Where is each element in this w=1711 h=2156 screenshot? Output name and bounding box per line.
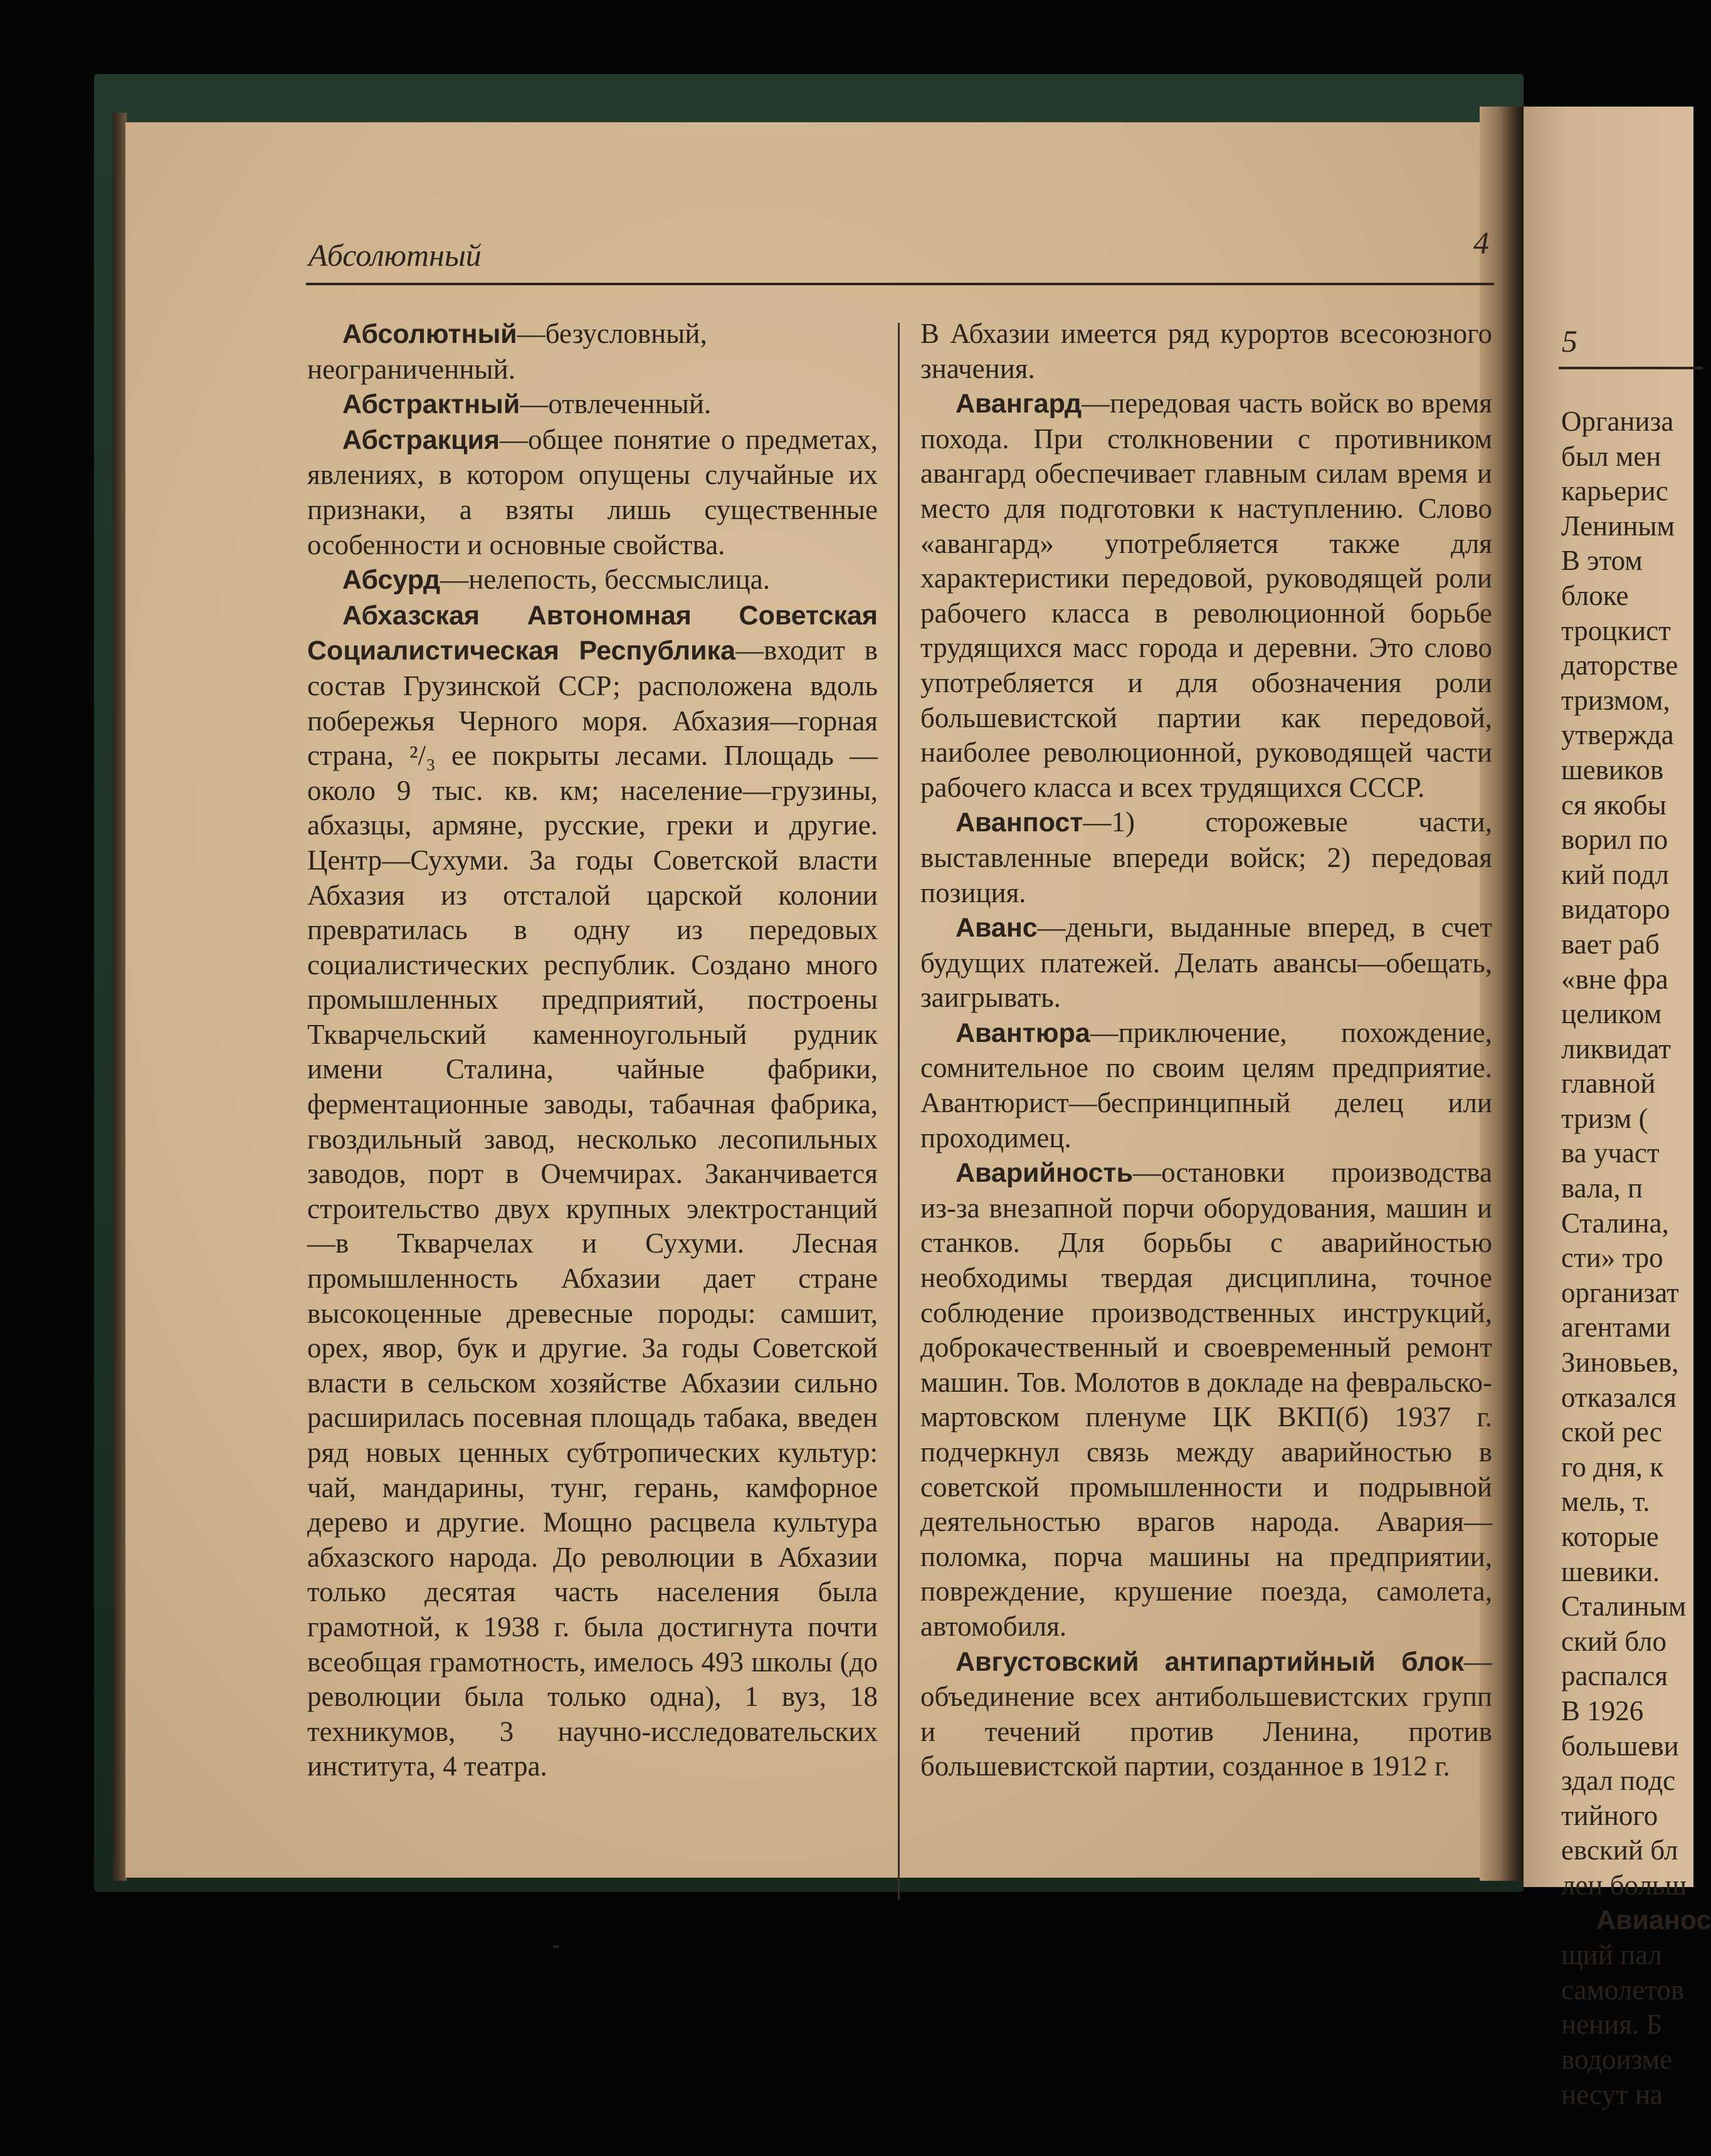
dictionary-entry — [307, 562, 878, 598]
text-line: здал подс — [1561, 1765, 1676, 1797]
header-rule-right — [1559, 367, 1703, 369]
text-line: водоизме — [1561, 2043, 1673, 2075]
entry-term: Абстракция — [342, 424, 500, 455]
text-line: В этом — [1561, 545, 1643, 577]
entry-definition: —входит в состав Грузинской ССР; расположена вдоль побережья Черного моря. Абхазия—горная страна, ²/₃ ее покрыты лесами. Площадь — около 9 тыс. кв. км; население—грузины, абхазцы, армяне, русские, греки и другие. Центр—Сухуми. За годы Советской власти Абхазия из отсталой царской колонии превратилась в одну из передовых социалистических республик. Создано много промышленных предприятий, построены Ткварчельский каменноугольный рудник имени Сталина, чайные фабрики, ферментационные заводы, табачная фабрика, гвоздильный завод, несколько лесопильных заводов, порт в Очемчирах. Заканчивается строительство двух крупных электростанций—в Ткварчелах и Сухуми. Лесная промышленность Абхазии дает стране высокоценные древесные породы: самшит, орех, явор, бук и другие. За годы Советской власти в сельском хозяйстве Абхазии сильно расширилась посевная площадь табака, введен ряд новых ценных субтропических культур: чай, мандарины, тунг, герань, камфорное дерево и другие. Мощно расцвела культура абхазского народа. До революции в Абхазии только десятая часть населения была грамотной, к 1938 г. была достигнута почти всеобщая грамотность, имелось 493 школы (до революции была только одна), 1 вуз, 18 техникумов, 3 научно-исследовательских института, 4 театра. — [307, 634, 878, 1782]
entry-term: Абсолютный — [342, 319, 517, 349]
dictionary-entry — [307, 423, 878, 562]
text-line: большеви — [1561, 1730, 1679, 1762]
dictionary-entry — [307, 317, 878, 387]
running-header: Абсолютный — [308, 238, 482, 273]
text-line: Организа — [1561, 406, 1674, 437]
entry-term: Абсурд — [342, 565, 441, 596]
entry-term: Аванс — [956, 913, 1038, 944]
entry-term: Аварийность — [956, 1158, 1134, 1189]
text-line: ской рес — [1561, 1416, 1662, 1448]
text-line: был мен — [1561, 440, 1661, 472]
text-line: го дня, к — [1561, 1451, 1664, 1483]
text-line: кий подл — [1561, 858, 1669, 890]
text-line: «вне фра — [1561, 963, 1668, 995]
entry-definition: —нелепость, бессмыслица. — [440, 564, 770, 596]
text-line: организат — [1561, 1276, 1679, 1308]
dictionary-entry — [307, 387, 878, 423]
text-line: главной — [1561, 1068, 1656, 1100]
entry-definition: —отвлеченный. — [520, 388, 712, 420]
text-line: карьерис — [1561, 475, 1668, 507]
entry-definition: —общее понятие о предметах, явлениях, в котором опущены случайные их признаки, а взяты лишь существенные особенности и основные свойства. — [307, 423, 878, 560]
page-number: 4 — [1473, 225, 1489, 260]
text-line: видаторо — [1561, 893, 1670, 925]
entry-definition: —объединение всех антибольшевистских групп и течений против Ленина, против большевистской партии, созданное в 1912 г. — [920, 1645, 1492, 1782]
text-line: самолетов — [1561, 1974, 1685, 2006]
text-line: Сталина, — [1561, 1207, 1669, 1239]
text-line: ликвидат — [1561, 1033, 1672, 1065]
text-line: лен больш — [1561, 1869, 1687, 1901]
entry-definition: —передовая часть войск во время похода. При столкновении с противником авангард обеспечивает главным силам время и место для подготовки к наступлению. Слово «авангард» употребляется также для характеристики передовой, руководящей роли рабочего класса в революционной борьбе трудящихся масс города и деревни. Это слово употребляется и для обозначения роли большевистской партии как передовой, наиболее революционной, руководящей части рабочего класса и всех трудящихся СССР. — [920, 387, 1492, 803]
text-line: ся якобы — [1561, 789, 1666, 821]
text-line: В 1926 — [1561, 1695, 1644, 1727]
text-line: Лениным — [1561, 510, 1675, 542]
text-line: Авианос — [1596, 1905, 1711, 1935]
column-divider — [898, 323, 900, 1900]
text-line: нения. Б — [1561, 2009, 1663, 2041]
entry-definition: —деньги, выданные вперед, в счет будущих платежей. Делать авансы—обещать, заигрывать. — [920, 912, 1492, 1014]
entry-term: Августовский антипартийный блок — [956, 1646, 1464, 1677]
text-line: тийного — [1561, 1799, 1658, 1831]
text-line: ва участ — [1561, 1137, 1660, 1169]
entry-definition: —1) сторожевые части, выставленные впереди войск; 2) передовая позиция. — [920, 806, 1492, 908]
text-line: Зиновьев, — [1561, 1347, 1679, 1379]
text-line: тризмом, — [1561, 684, 1670, 716]
text-line: Сталиным — [1561, 1591, 1687, 1622]
right-page-text — [1561, 404, 1711, 2112]
entry-term: Аванпост — [956, 807, 1083, 838]
text-line: отказался — [1561, 1381, 1677, 1413]
page-number-right: 5 — [1562, 323, 1577, 359]
text-column-1 — [307, 317, 878, 1784]
entry-term: Авантюра — [956, 1018, 1090, 1048]
dictionary-entry — [920, 386, 1492, 805]
entry-term: Авангард — [956, 389, 1082, 419]
text-line: троцкист — [1561, 614, 1671, 646]
entry-definition: В Абхазии имеется ряд курортов всесоюзного значения. — [920, 318, 1492, 384]
dictionary-entry — [920, 1644, 1492, 1784]
text-line: агентами — [1561, 1312, 1671, 1344]
header-rule — [306, 283, 1494, 285]
text-column-2 — [920, 317, 1492, 1784]
text-line: шевиков — [1561, 754, 1664, 786]
text-line: целиком — [1561, 998, 1662, 1030]
text-line: шевики. — [1561, 1555, 1660, 1587]
dictionary-entry — [920, 1016, 1492, 1155]
entry-definition: —безусловный, неограниченный. — [307, 318, 707, 385]
text-line: утвержда — [1561, 719, 1674, 751]
dictionary-entry — [920, 805, 1492, 910]
right-page — [1524, 107, 1711, 2110]
text-line: щий пал — [1561, 1939, 1662, 1971]
dictionary-entry — [920, 1155, 1492, 1644]
text-line: мель, т. — [1561, 1486, 1650, 1518]
text-line: ворил по — [1561, 824, 1668, 856]
text-line: распался — [1561, 1660, 1668, 1692]
text-line: несут на — [1561, 2078, 1663, 2110]
entry-term: Абстрактный — [342, 389, 520, 420]
dictionary-entry — [920, 317, 1492, 386]
entry-term: Абхазская Автономная Советская Социалистическая Республика — [307, 600, 878, 666]
entry-definition: —приключение, похождение, сомнительное по своим целям предприятие. Авантюрист—беспринципный делец или проходимец. — [920, 1016, 1492, 1154]
print-mark — [553, 1945, 559, 1948]
dictionary-entry — [307, 598, 878, 1784]
text-line: блоке — [1561, 579, 1629, 611]
text-line: вала, п — [1561, 1172, 1643, 1204]
dictionary-entry — [920, 910, 1492, 1016]
text-line: вает раб — [1561, 928, 1660, 960]
page-edge — [113, 113, 127, 1881]
text-line: ский бло — [1561, 1625, 1666, 1657]
text-line: сти» тро — [1561, 1242, 1663, 1274]
text-line: которые — [1561, 1521, 1659, 1552]
text-line: тризм ( — [1561, 1102, 1648, 1134]
text-line: даторстве — [1561, 649, 1678, 681]
entry-definition: —остановки производства из-за внезапной порчи оборудования, машин и станков. Для борьбы с аварийностью необходимы твердая дисциплина, точное соблюдение производственных инструкций, доброкачественный и своевременный ремонт машин. Тов. Молотов в докладе на февральско-мартовском пленуме ЦК ВКП(б) 1937 г. подчеркнул связь между аварийностью в советской промышленности и подрывной деятельностью врагов народа. Авария—поломка, порча машины на предприятии, повреждение, крушение поезда, самолета, автомобиля. — [920, 1157, 1492, 1642]
text-line: евский бл — [1561, 1834, 1678, 1866]
